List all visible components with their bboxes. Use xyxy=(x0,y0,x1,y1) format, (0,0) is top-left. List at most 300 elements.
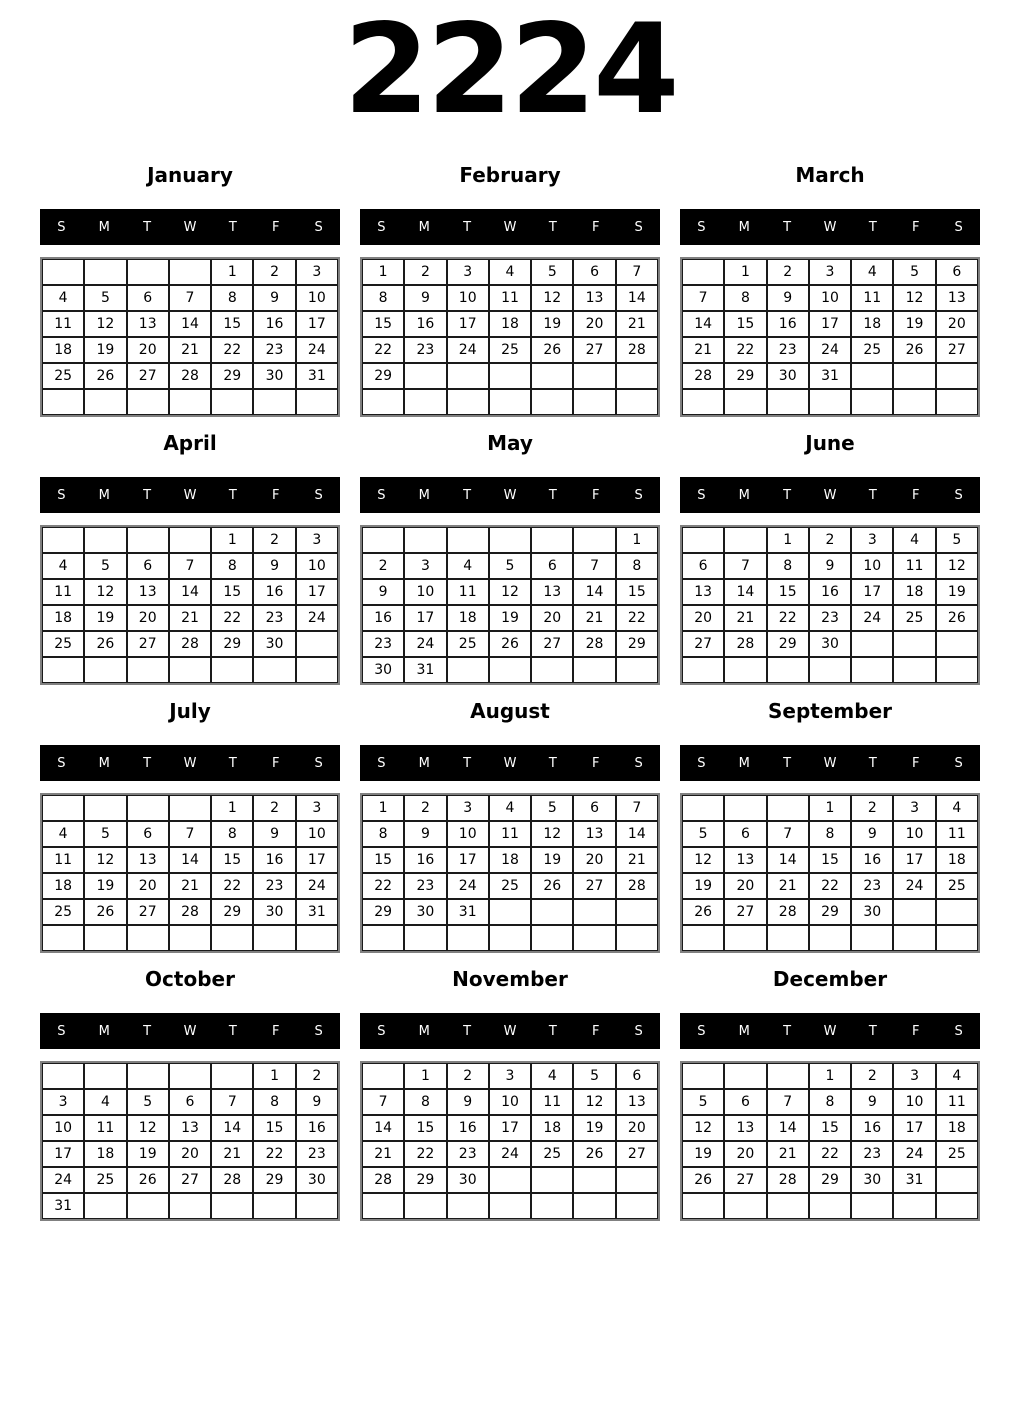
date-cell: 1 xyxy=(362,795,404,821)
date-cell xyxy=(447,389,489,415)
date-grid xyxy=(40,525,340,685)
weekday-header-row xyxy=(40,1013,340,1049)
date-cell xyxy=(573,389,615,415)
date-cell xyxy=(169,389,211,415)
weekday-header-cell: F xyxy=(271,755,280,771)
date-cell: 4 xyxy=(84,1089,126,1115)
weekday-header-row xyxy=(40,745,340,781)
date-cell: 28 xyxy=(767,899,809,925)
date-cell: 19 xyxy=(682,1141,724,1167)
date-cell: 2 xyxy=(851,1063,893,1089)
date-cell: 31 xyxy=(447,899,489,925)
weekday-header-cell: M xyxy=(418,219,430,235)
date-cell: 5 xyxy=(936,527,978,553)
date-cell xyxy=(84,1193,126,1219)
date-grid xyxy=(680,257,980,417)
date-cell: 20 xyxy=(682,605,724,631)
date-cell: 26 xyxy=(682,899,724,925)
date-cell: 11 xyxy=(936,821,978,847)
date-cell xyxy=(362,1063,404,1089)
date-cell xyxy=(211,1063,253,1089)
date-cell xyxy=(936,899,978,925)
date-cell xyxy=(767,389,809,415)
date-cell: 8 xyxy=(253,1089,295,1115)
date-cell: 24 xyxy=(893,873,935,899)
date-cell: 24 xyxy=(851,605,893,631)
date-cell xyxy=(573,1167,615,1193)
date-cell: 20 xyxy=(936,311,978,337)
weekday-header-cell: S xyxy=(377,1023,386,1039)
date-cell: 19 xyxy=(682,873,724,899)
date-cell: 24 xyxy=(296,605,338,631)
date-cell xyxy=(682,925,724,951)
weekday-header-cell: S xyxy=(634,755,643,771)
date-cell: 24 xyxy=(489,1141,531,1167)
date-cell xyxy=(211,389,253,415)
date-cell xyxy=(682,657,724,683)
date-cell: 12 xyxy=(936,553,978,579)
date-cell xyxy=(447,925,489,951)
date-cell: 22 xyxy=(809,1141,851,1167)
date-cell: 30 xyxy=(851,899,893,925)
date-cell xyxy=(127,259,169,285)
date-cell xyxy=(84,795,126,821)
date-cell: 8 xyxy=(362,821,404,847)
weekday-header-cell: T xyxy=(868,1023,877,1039)
weekday-header-cell: T xyxy=(548,755,557,771)
date-cell: 11 xyxy=(42,579,84,605)
date-cell: 13 xyxy=(724,1115,766,1141)
date-cell: 16 xyxy=(296,1115,338,1141)
date-cell: 21 xyxy=(767,1141,809,1167)
date-cell: 29 xyxy=(767,631,809,657)
date-cell: 16 xyxy=(253,579,295,605)
weekday-header-cell: S xyxy=(314,755,323,771)
date-cell: 7 xyxy=(169,821,211,847)
date-cell: 25 xyxy=(42,363,84,389)
date-cell: 14 xyxy=(616,821,658,847)
date-cell: 25 xyxy=(42,899,84,925)
weekday-header-row xyxy=(680,477,980,513)
date-cell: 8 xyxy=(809,821,851,847)
date-cell: 4 xyxy=(489,259,531,285)
date-cell: 7 xyxy=(169,285,211,311)
date-cell: 22 xyxy=(404,1141,446,1167)
date-cell: 11 xyxy=(893,553,935,579)
date-cell: 18 xyxy=(447,605,489,631)
date-cell: 30 xyxy=(767,363,809,389)
date-cell: 12 xyxy=(127,1115,169,1141)
date-cell: 27 xyxy=(682,631,724,657)
date-cell: 19 xyxy=(531,311,573,337)
date-cell: 15 xyxy=(616,579,658,605)
date-cell xyxy=(809,1193,851,1219)
date-cell: 9 xyxy=(253,553,295,579)
weekday-header-cell: F xyxy=(591,1023,600,1039)
date-cell: 17 xyxy=(851,579,893,605)
weekday-header-cell: W xyxy=(183,219,197,235)
date-cell: 27 xyxy=(616,1141,658,1167)
weekday-header-cell: W xyxy=(823,755,837,771)
date-cell: 23 xyxy=(851,873,893,899)
weekday-header-cell: F xyxy=(271,1023,280,1039)
month-title: February xyxy=(459,163,561,187)
date-cell xyxy=(573,925,615,951)
date-cell xyxy=(296,631,338,657)
date-cell xyxy=(936,631,978,657)
date-cell xyxy=(489,527,531,553)
date-cell: 28 xyxy=(211,1167,253,1193)
date-cell: 2 xyxy=(362,553,404,579)
date-cell xyxy=(404,389,446,415)
date-cell: 13 xyxy=(573,285,615,311)
weekday-header-row xyxy=(360,1013,660,1049)
date-cell: 25 xyxy=(84,1167,126,1193)
date-cell: 21 xyxy=(169,337,211,363)
date-cell xyxy=(767,657,809,683)
weekday-header-row xyxy=(360,209,660,245)
weekday-header-cell: F xyxy=(271,487,280,503)
date-cell xyxy=(42,925,84,951)
date-cell: 27 xyxy=(127,363,169,389)
weekday-header-cell: W xyxy=(823,1023,837,1039)
date-cell: 19 xyxy=(84,873,126,899)
date-cell: 26 xyxy=(936,605,978,631)
date-cell xyxy=(84,657,126,683)
date-cell: 6 xyxy=(573,795,615,821)
date-cell: 20 xyxy=(127,873,169,899)
date-cell: 31 xyxy=(404,657,446,683)
date-cell: 12 xyxy=(682,847,724,873)
date-cell xyxy=(489,363,531,389)
date-cell: 18 xyxy=(851,311,893,337)
date-cell: 18 xyxy=(42,605,84,631)
date-cell xyxy=(616,899,658,925)
date-cell: 4 xyxy=(936,1063,978,1089)
date-cell: 21 xyxy=(616,847,658,873)
date-cell: 23 xyxy=(447,1141,489,1167)
date-cell: 7 xyxy=(724,553,766,579)
date-cell: 19 xyxy=(84,605,126,631)
date-cell: 3 xyxy=(447,795,489,821)
date-cell: 4 xyxy=(42,821,84,847)
month-block xyxy=(360,432,660,685)
date-cell xyxy=(362,1193,404,1219)
date-cell xyxy=(253,389,295,415)
date-cell: 1 xyxy=(253,1063,295,1089)
weekday-header-cell: M xyxy=(98,487,110,503)
date-cell: 14 xyxy=(211,1115,253,1141)
weekday-header-cell: M xyxy=(418,755,430,771)
date-cell: 25 xyxy=(893,605,935,631)
date-cell xyxy=(616,925,658,951)
date-cell xyxy=(724,925,766,951)
date-cell: 22 xyxy=(809,873,851,899)
date-cell: 10 xyxy=(296,285,338,311)
date-cell xyxy=(851,631,893,657)
date-cell: 20 xyxy=(724,1141,766,1167)
weekday-header-cell: T xyxy=(783,755,792,771)
weekday-header-cell: T xyxy=(783,487,792,503)
date-cell: 27 xyxy=(127,631,169,657)
weekday-header-row xyxy=(40,209,340,245)
date-cell xyxy=(893,631,935,657)
date-cell: 1 xyxy=(211,527,253,553)
date-cell: 24 xyxy=(447,337,489,363)
date-cell: 9 xyxy=(253,821,295,847)
date-cell: 30 xyxy=(851,1167,893,1193)
date-cell: 19 xyxy=(893,311,935,337)
date-grid xyxy=(680,793,980,953)
date-cell: 20 xyxy=(573,847,615,873)
weekday-header-cell: T xyxy=(868,487,877,503)
date-cell: 1 xyxy=(616,527,658,553)
weekday-header-cell: T xyxy=(228,755,237,771)
date-cell: 1 xyxy=(724,259,766,285)
date-grid xyxy=(40,793,340,953)
date-cell: 15 xyxy=(253,1115,295,1141)
weekday-header-cell: T xyxy=(783,219,792,235)
month-title: October xyxy=(145,967,235,991)
date-cell xyxy=(253,925,295,951)
weekday-header-row xyxy=(680,1013,980,1049)
date-cell: 6 xyxy=(936,259,978,285)
date-cell: 28 xyxy=(616,873,658,899)
date-cell xyxy=(893,363,935,389)
date-cell: 16 xyxy=(767,311,809,337)
date-cell: 14 xyxy=(616,285,658,311)
date-cell: 14 xyxy=(169,847,211,873)
date-cell: 10 xyxy=(893,1089,935,1115)
date-cell xyxy=(893,657,935,683)
month-title: July xyxy=(169,699,211,723)
date-cell: 13 xyxy=(127,579,169,605)
weekday-header-cell: F xyxy=(911,1023,920,1039)
date-cell: 29 xyxy=(253,1167,295,1193)
date-cell: 23 xyxy=(253,605,295,631)
date-cell xyxy=(489,1193,531,1219)
date-cell xyxy=(362,527,404,553)
date-cell xyxy=(682,1193,724,1219)
date-cell: 2 xyxy=(767,259,809,285)
date-cell: 22 xyxy=(767,605,809,631)
weekday-header-cell: F xyxy=(911,755,920,771)
date-cell: 17 xyxy=(809,311,851,337)
date-cell: 9 xyxy=(809,553,851,579)
month-title: September xyxy=(768,699,892,723)
date-cell: 15 xyxy=(211,579,253,605)
date-cell: 19 xyxy=(127,1141,169,1167)
date-cell xyxy=(84,527,126,553)
date-cell xyxy=(682,795,724,821)
date-cell: 12 xyxy=(682,1115,724,1141)
date-cell: 24 xyxy=(296,337,338,363)
date-cell xyxy=(851,657,893,683)
date-cell: 4 xyxy=(851,259,893,285)
date-cell xyxy=(851,363,893,389)
date-cell: 12 xyxy=(531,821,573,847)
date-cell xyxy=(42,795,84,821)
date-grid xyxy=(40,1061,340,1221)
date-cell: 26 xyxy=(84,899,126,925)
date-cell: 20 xyxy=(127,605,169,631)
weekday-header-cell: S xyxy=(697,1023,706,1039)
date-cell: 31 xyxy=(42,1193,84,1219)
date-cell: 30 xyxy=(809,631,851,657)
date-cell: 21 xyxy=(682,337,724,363)
date-cell xyxy=(531,363,573,389)
date-cell: 10 xyxy=(851,553,893,579)
date-cell: 17 xyxy=(296,311,338,337)
date-cell: 3 xyxy=(404,553,446,579)
date-cell: 22 xyxy=(211,337,253,363)
date-cell: 22 xyxy=(362,337,404,363)
date-cell xyxy=(489,657,531,683)
date-cell xyxy=(127,1063,169,1089)
date-grid xyxy=(360,525,660,685)
weekday-header-cell: M xyxy=(738,487,750,503)
date-cell xyxy=(489,389,531,415)
date-cell: 18 xyxy=(893,579,935,605)
date-cell xyxy=(531,389,573,415)
date-cell: 9 xyxy=(404,821,446,847)
weekday-header-cell: T xyxy=(548,1023,557,1039)
date-cell: 2 xyxy=(809,527,851,553)
date-cell xyxy=(404,1193,446,1219)
date-cell: 19 xyxy=(489,605,531,631)
date-cell: 1 xyxy=(809,795,851,821)
date-cell: 4 xyxy=(42,285,84,311)
weekday-header-cell: T xyxy=(548,487,557,503)
date-cell xyxy=(211,657,253,683)
date-cell: 19 xyxy=(936,579,978,605)
date-cell: 6 xyxy=(531,553,573,579)
month-title: March xyxy=(795,163,865,187)
date-cell: 29 xyxy=(809,1167,851,1193)
date-cell: 31 xyxy=(809,363,851,389)
weekday-header-cell: T xyxy=(228,487,237,503)
month-block xyxy=(680,968,980,1221)
date-cell: 5 xyxy=(84,821,126,847)
date-cell xyxy=(84,389,126,415)
date-cell: 3 xyxy=(893,795,935,821)
date-cell xyxy=(851,389,893,415)
date-cell: 25 xyxy=(936,873,978,899)
date-cell xyxy=(809,657,851,683)
weekday-header-cell: M xyxy=(418,487,430,503)
date-cell: 16 xyxy=(362,605,404,631)
date-cell: 24 xyxy=(893,1141,935,1167)
weekday-header-cell: S xyxy=(57,219,66,235)
date-cell xyxy=(682,259,724,285)
date-cell: 21 xyxy=(724,605,766,631)
month-title: January xyxy=(147,163,233,187)
date-cell: 25 xyxy=(489,337,531,363)
date-grid xyxy=(360,257,660,417)
date-cell: 19 xyxy=(84,337,126,363)
date-cell: 21 xyxy=(616,311,658,337)
date-cell: 15 xyxy=(211,311,253,337)
date-cell xyxy=(616,389,658,415)
weekday-header-row xyxy=(40,477,340,513)
date-cell xyxy=(169,1063,211,1089)
date-cell: 20 xyxy=(573,311,615,337)
weekday-header-cell: S xyxy=(57,487,66,503)
date-cell: 17 xyxy=(893,847,935,873)
weekday-header-cell: T xyxy=(463,1023,472,1039)
month-block xyxy=(40,432,340,685)
date-cell: 17 xyxy=(489,1115,531,1141)
date-cell: 26 xyxy=(531,873,573,899)
date-cell: 16 xyxy=(404,311,446,337)
date-cell: 30 xyxy=(253,899,295,925)
date-cell: 18 xyxy=(42,873,84,899)
date-cell: 14 xyxy=(169,579,211,605)
date-cell xyxy=(936,925,978,951)
date-cell: 10 xyxy=(447,285,489,311)
date-cell xyxy=(447,363,489,389)
date-cell: 28 xyxy=(767,1167,809,1193)
date-cell: 5 xyxy=(531,795,573,821)
date-cell: 8 xyxy=(767,553,809,579)
date-cell: 9 xyxy=(253,285,295,311)
date-cell: 4 xyxy=(42,553,84,579)
date-cell: 20 xyxy=(531,605,573,631)
date-cell xyxy=(616,1167,658,1193)
date-cell xyxy=(42,527,84,553)
date-cell: 6 xyxy=(616,1063,658,1089)
date-cell: 26 xyxy=(84,631,126,657)
date-cell: 23 xyxy=(362,631,404,657)
date-cell: 27 xyxy=(531,631,573,657)
date-cell: 3 xyxy=(42,1089,84,1115)
month-title: April xyxy=(163,431,217,455)
date-cell: 10 xyxy=(296,553,338,579)
weekday-header-cell: T xyxy=(143,755,152,771)
date-cell: 10 xyxy=(404,579,446,605)
date-cell: 5 xyxy=(489,553,531,579)
date-cell xyxy=(531,657,573,683)
date-cell: 8 xyxy=(211,553,253,579)
date-cell: 25 xyxy=(447,631,489,657)
date-cell: 15 xyxy=(362,847,404,873)
date-cell xyxy=(489,1167,531,1193)
date-grid xyxy=(40,257,340,417)
date-cell: 28 xyxy=(169,899,211,925)
date-cell xyxy=(253,657,295,683)
weekday-header-cell: M xyxy=(738,755,750,771)
date-cell xyxy=(531,1167,573,1193)
month-title: August xyxy=(470,699,550,723)
date-cell: 17 xyxy=(296,847,338,873)
date-cell xyxy=(127,527,169,553)
date-cell xyxy=(724,657,766,683)
date-cell: 30 xyxy=(447,1167,489,1193)
date-cell: 13 xyxy=(936,285,978,311)
date-cell: 26 xyxy=(682,1167,724,1193)
date-cell: 23 xyxy=(767,337,809,363)
weekday-header-cell: S xyxy=(697,755,706,771)
date-cell xyxy=(573,657,615,683)
date-cell: 25 xyxy=(531,1141,573,1167)
date-cell: 16 xyxy=(253,311,295,337)
date-cell xyxy=(404,925,446,951)
weekday-header-cell: S xyxy=(314,487,323,503)
date-cell: 29 xyxy=(616,631,658,657)
weekday-header-cell: S xyxy=(377,755,386,771)
date-cell xyxy=(767,925,809,951)
date-cell xyxy=(936,1193,978,1219)
